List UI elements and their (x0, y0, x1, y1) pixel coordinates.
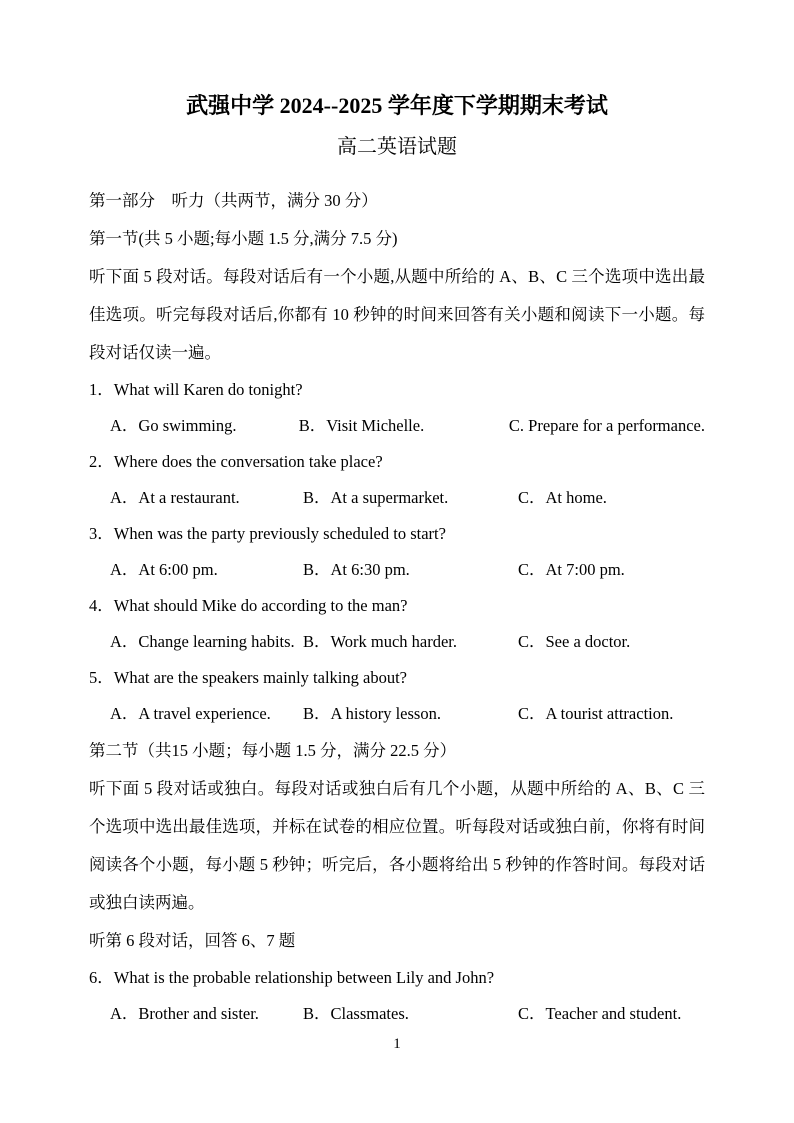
question-2-options (89, 480, 705, 516)
question-6 (89, 960, 705, 1032)
question-6-option-b: B．Classmates. (303, 1004, 409, 1023)
question-5-option-b: B．A history lesson. (303, 704, 441, 723)
question-5-options (89, 696, 705, 732)
question-5-option-c: C．A tourist attraction. (518, 704, 674, 723)
question-4 (89, 588, 705, 660)
question-2 (89, 444, 705, 516)
question-1-option-a: A．Go swimming. (110, 416, 237, 435)
question-4-options (89, 624, 705, 660)
section2-instructions: 听下面 5 段对话或独白。每段对话或独白后有几个小题，从题中所给的 A、B、C 三个选项中选出最佳选项，并标在试卷的相应位置。听每段对话或独白前，你将有时间阅读各个小题，每小题 5 秒钟；听完后，各小题将给出 5 秒钟的作答时间。每段对话或独白读两遍。 (89, 779, 705, 912)
question-2-option-b: B．At a supermarket. (303, 488, 449, 507)
question-1-options (89, 408, 705, 444)
question-4-text: 4．What should Mike do according to the man? (89, 596, 408, 615)
exam-subtitle: 高二英语试题 (337, 136, 457, 158)
section1-instructions: 听下面 5 段对话。每段对话后有一个小题,从题中所给的 A、B、C 三个选项中选出最佳选项。听完每段对话后,你都有 10 秒钟的时间来回答有关小题和阅读下一小题。每段对话仅读一遍。 (89, 267, 705, 362)
question-5-option-a: A．A travel experience. (110, 704, 271, 723)
question-3-option-c: C．At 7:00 pm. (518, 560, 625, 579)
section2-heading: 第二节（共15 小题；每小题 1.5 分，满分 22.5 分） (89, 741, 457, 760)
question-6-option-c: C．Teacher and student. (518, 1004, 682, 1023)
question-6-options (89, 996, 705, 1032)
section1-heading: 第一节(共 5 小题;每小题 1.5 分,满分 7.5 分) (89, 229, 398, 248)
question-4-option-c: C．See a doctor. (518, 632, 631, 651)
part1-heading: 第一部分 听力（共两节，满分 30 分） (89, 191, 378, 210)
question-3-text: 3．When was the party previously scheduled to start? (89, 524, 446, 543)
question-4-option-b: B．Work much harder. (303, 632, 458, 651)
page-number: 1 (393, 1036, 401, 1052)
question-1-text: 1．What will Karen do tonight? (89, 380, 303, 399)
question-5-text: 5．What are the speakers mainly talking about? (89, 668, 407, 687)
question-6-option-a: A．Brother and sister. (110, 1004, 259, 1023)
question-5 (89, 660, 705, 732)
exam-title: 武强中学 2024--2025 学年度下学期期末考试 (186, 93, 608, 118)
question-3-option-a: A．At 6:00 pm. (110, 560, 218, 579)
question-3 (89, 516, 705, 588)
question-1 (89, 372, 705, 444)
dialog6-note: 听第 6 段对话，回答 6、7 题 (89, 931, 296, 950)
question-1-option-c: C. Prepare for a performance. (508, 416, 705, 435)
question-6-text: 6．What is the probable relationship between Lily and John? (89, 968, 495, 987)
question-2-option-a: A．At a restaurant. (110, 488, 240, 507)
question-2-option-c: C．At home. (518, 488, 607, 507)
question-3-option-b: B．At 6:30 pm. (303, 560, 410, 579)
question-3-options (89, 552, 705, 588)
question-2-text: 2．Where does the conversation take place? (89, 452, 383, 471)
question-4-option-a: A．Change learning habits. (110, 632, 295, 651)
question-1-option-b: B．Visit Michelle. (298, 416, 425, 435)
